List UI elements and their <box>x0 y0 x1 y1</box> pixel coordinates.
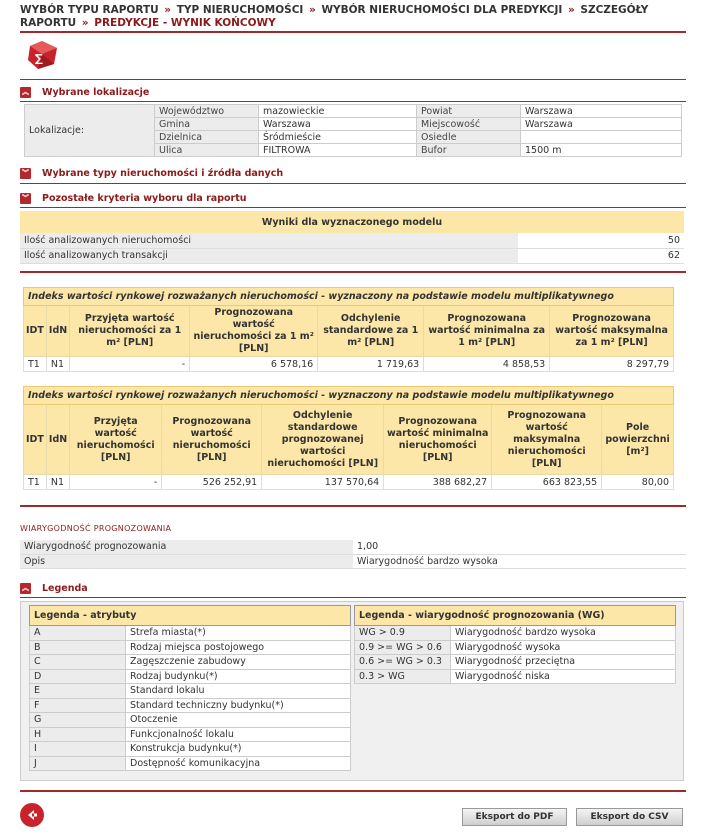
col-header: Prognozowana wartość maksymalna nieruchomości [PLN] <box>492 405 602 475</box>
cell: 6 578,16 <box>190 357 318 372</box>
index-caption: Indeks wartości rynkowej rozważanych nieruchomości - wyznaczony na podstawie modelu multiplikatywnego <box>24 288 674 306</box>
legend-key: F <box>30 698 126 713</box>
legend-value: Konstrukcja budynku(*) <box>126 742 351 757</box>
model-label: Ilość analizowanych nieruchomości <box>20 233 518 248</box>
col-header: Prognozowana wartość nieruchomości [PLN] <box>162 405 262 475</box>
svg-text:∑: ∑ <box>35 52 43 65</box>
divider <box>20 31 686 33</box>
col-header: IDT <box>24 306 47 357</box>
legend-value: Rodzaj budynku(*) <box>126 669 351 684</box>
field-label: Ulica <box>155 144 259 157</box>
col-header: Odchylenie standardowe prognozowanej wartości nieruchomości [PLN] <box>262 405 384 475</box>
field-label: Bufor <box>417 144 521 157</box>
export-pdf-button[interactable]: Eksport do PDF <box>462 808 567 826</box>
col-header: Przyjęta wartość nieruchomości za 1 m² [PLN] <box>70 306 190 357</box>
legend-value: Wiarygodność przeciętna <box>451 655 676 670</box>
legend-title: Legenda - atrybuty <box>30 606 351 626</box>
col-header: Pole powierzchni [m²] <box>602 405 674 475</box>
legend-key: WG > 0.9 <box>355 626 451 641</box>
divider <box>20 79 686 80</box>
breadcrumb <box>20 4 690 30</box>
legend-key: I <box>30 742 126 757</box>
table-row <box>24 475 674 490</box>
wg-value: Wiarygodność bardzo wysoka <box>353 554 686 568</box>
legend-key: E <box>30 684 126 699</box>
field-value: FILTROWA <box>259 144 417 157</box>
crumb-separator: » <box>164 4 172 16</box>
section-typy[interactable] <box>20 166 283 180</box>
legend-value: Wiarygodność bardzo wysoka <box>451 626 676 641</box>
index-table-total <box>23 386 674 490</box>
legend-value: Wiarygodność wysoka <box>451 640 676 655</box>
back-button[interactable] <box>20 803 44 827</box>
legend-value: Dostępność komunikacyjna <box>126 756 351 771</box>
crumb-current: PREDYKCJE - WYNIK KOŃCOWY <box>94 17 276 29</box>
legend-wg-table <box>354 605 676 684</box>
legend-value: Standard techniczny budynku(*) <box>126 698 351 713</box>
field-value: Warszawa <box>259 118 417 131</box>
section-title: Wybrane lokalizacje <box>42 86 150 98</box>
cell: - <box>70 475 162 490</box>
report-logo-icon <box>26 40 58 70</box>
col-header: Prognozowana wartość maksymalna za 1 m² [PLN] <box>550 306 674 357</box>
wiarygodnosc-table <box>20 540 686 569</box>
col-header: IdN <box>46 405 69 475</box>
field-label: Powiat <box>417 105 521 118</box>
cell: 137 570,64 <box>262 475 384 490</box>
col-header: Prognozowana wartość minimalna za 1 m² [PLN] <box>424 306 550 357</box>
divider <box>20 183 686 184</box>
model-label: Ilość analizowanych transakcji <box>20 248 518 263</box>
field-value: mazowieckie <box>259 105 417 118</box>
crumb-separator: » <box>81 17 89 29</box>
collapse-up-icon[interactable]: ︽ <box>22 583 29 592</box>
section-title: Pozostałe kryteria wyboru dla raportu <box>42 192 247 204</box>
model-title: Wyniki dla wyznaczonego modelu <box>20 211 684 233</box>
section-lokalizacje[interactable] <box>20 85 149 99</box>
legend-key: 0.3 > WG <box>355 669 451 684</box>
legend-key: B <box>30 640 126 655</box>
collapse-up-icon[interactable]: ︽ <box>22 87 29 96</box>
section-title: Wybrane typy nieruchomości i źródła danych <box>42 167 284 179</box>
legend-value: Wiarygodność niska <box>451 669 676 684</box>
cell: 388 682,27 <box>384 475 492 490</box>
legend-key: 0.6 >= WG > 0.3 <box>355 655 451 670</box>
field-label: Dzielnica <box>155 131 259 144</box>
crumb-separator: » <box>567 4 575 16</box>
cell: 8 297,79 <box>550 357 674 372</box>
crumb-typ-raportu[interactable]: WYBÓR TYPU RAPORTU <box>20 4 159 16</box>
legend-value: Strefa miasta(*) <box>126 626 351 641</box>
divider <box>20 271 686 273</box>
model-value: 50 <box>518 233 684 248</box>
legend-key: 0.9 >= WG > 0.6 <box>355 640 451 655</box>
crumb-separator: » <box>308 4 316 16</box>
divider <box>20 790 686 792</box>
cell: 663 823,55 <box>492 475 602 490</box>
loc-label: Lokalizacje: <box>25 105 155 157</box>
col-header: IDT <box>24 405 47 475</box>
wiarygodnosc-title: WIARYGODNOŚĆ PROGNOZOWANIA <box>20 524 172 533</box>
legend-value: Funkcjonalność lokalu <box>126 727 351 742</box>
legend-value: Rodzaj miejsca postojowego <box>126 640 351 655</box>
expand-down-icon[interactable]: ︾ <box>22 168 29 177</box>
cell: 80,00 <box>602 475 674 490</box>
field-label: Województwo <box>155 105 259 118</box>
field-value <box>521 131 682 144</box>
wg-label: Opis <box>20 554 353 568</box>
cell: T1 <box>24 475 47 490</box>
col-header: IdN <box>46 306 69 357</box>
legend-value: Otoczenie <box>126 713 351 728</box>
col-header: Prognozowana wartość minimalna nieruchomości [PLN] <box>384 405 492 475</box>
wg-value: 1,00 <box>353 540 686 554</box>
index-table-per-m2 <box>23 287 674 372</box>
cell: 1 719,63 <box>318 357 424 372</box>
cell: 4 858,53 <box>424 357 550 372</box>
cell: T1 <box>24 357 47 372</box>
crumb-wybor-nieruchomosci[interactable]: WYBÓR NIERUCHOMOŚCI DLA PREDYKCJI <box>321 4 563 16</box>
cell: N1 <box>46 357 69 372</box>
legend-key: C <box>30 655 126 670</box>
model-results-table <box>20 211 684 264</box>
table-row <box>24 357 674 372</box>
divider <box>20 101 686 102</box>
back-arrow-icon <box>20 803 44 827</box>
field-value: Śródmieście <box>259 131 417 144</box>
legend-key: H <box>30 727 126 742</box>
col-header: Prognozowana wartość nieruchomości za 1 m² [PLN] <box>190 306 318 357</box>
col-header: Przyjęta wartość nieruchomości [PLN] <box>70 405 162 475</box>
divider <box>20 597 686 598</box>
section-kryteria[interactable] <box>20 191 247 205</box>
field-value: 1500 m <box>521 144 682 157</box>
model-value: 62 <box>518 248 684 263</box>
wg-label: Wiarygodność prognozowania <box>20 540 353 554</box>
divider <box>20 207 686 208</box>
field-value: Warszawa <box>521 118 682 131</box>
legend-key: J <box>30 756 126 771</box>
legend-title: Legenda - wiarygodność prognozowania (WG) <box>355 606 676 626</box>
export-csv-button[interactable]: Eksport do CSV <box>576 808 683 826</box>
legend-key: D <box>30 669 126 684</box>
index-caption: Indeks wartości rynkowej rozważanych nieruchomości - wyznaczony na podstawie modelu multiplikatywnego <box>24 387 674 405</box>
crumb-szczegoly[interactable]: SZCZEGÓŁY RAPORTU <box>20 4 649 29</box>
legend-value: Standard lokalu <box>126 684 351 699</box>
localization-table <box>24 104 682 157</box>
field-label: Gmina <box>155 118 259 131</box>
field-value: Warszawa <box>521 105 682 118</box>
field-label: Osiedle <box>417 131 521 144</box>
cell: 526 252,91 <box>162 475 262 490</box>
cell: N1 <box>46 475 69 490</box>
legend-key: A <box>30 626 126 641</box>
section-title: Legenda <box>42 582 88 594</box>
expand-down-icon[interactable]: ︾ <box>22 193 29 202</box>
legend-key: G <box>30 713 126 728</box>
section-legenda[interactable] <box>20 581 88 595</box>
crumb-typ-nieruchomosci[interactable]: TYP NIERUCHOMOŚCI <box>176 4 304 16</box>
divider <box>20 505 686 507</box>
field-label: Miejscowość <box>417 118 521 131</box>
legend-value: Zagęszczenie zabudowy <box>126 655 351 670</box>
col-header: Odchylenie standardowe za 1 m² [PLN] <box>318 306 424 357</box>
legend-attributes-table <box>29 605 351 771</box>
cell: - <box>70 357 190 372</box>
